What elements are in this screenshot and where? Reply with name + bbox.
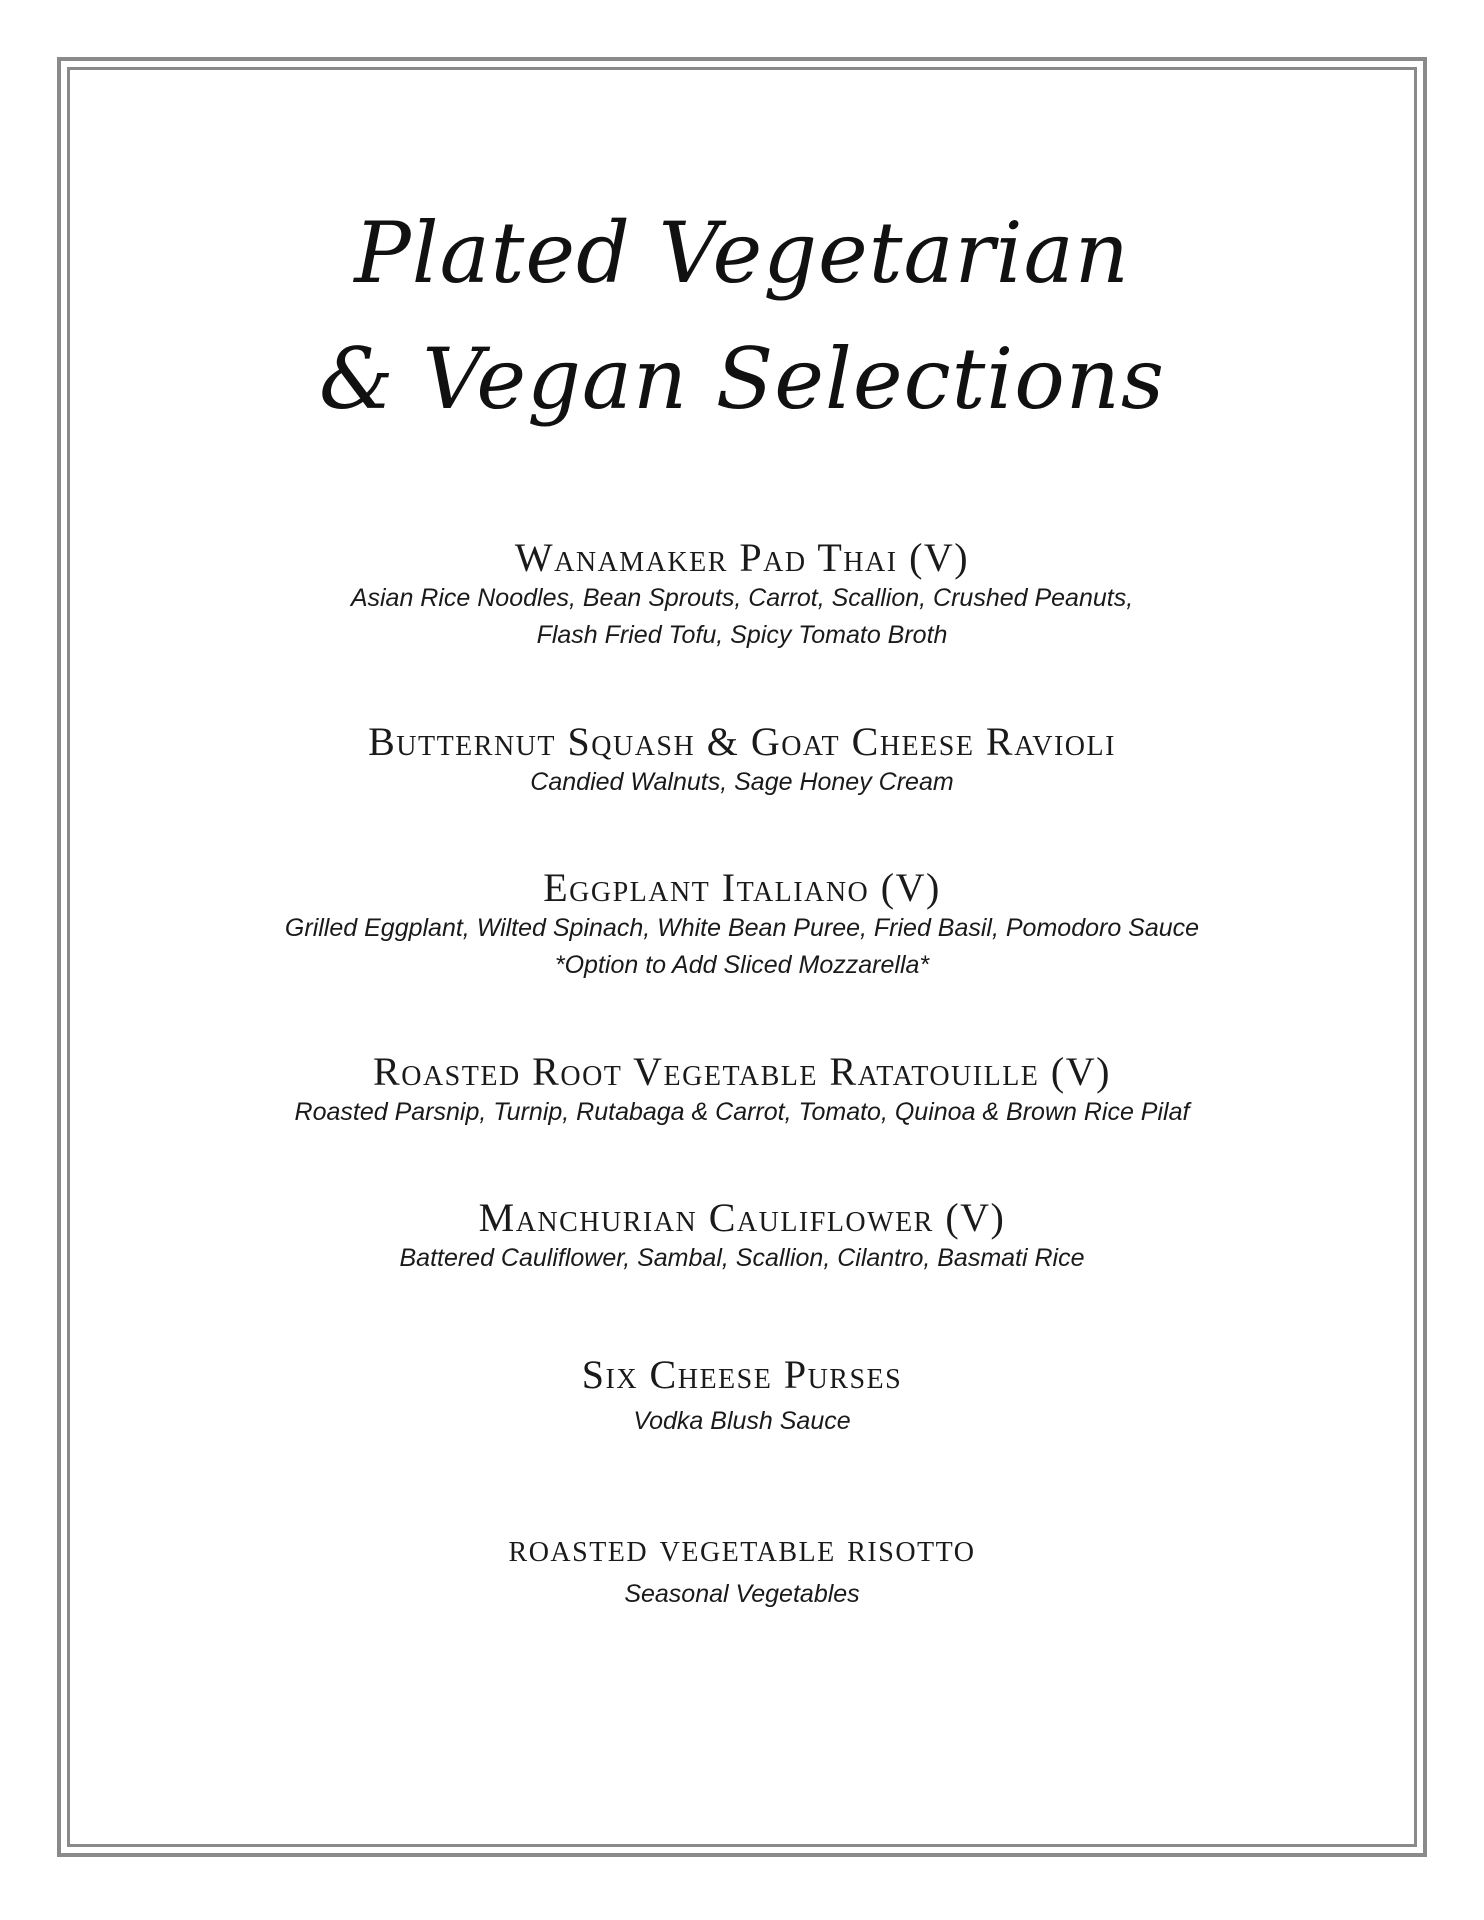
dish-description-line: Grilled Eggplant, Wilted Spinach, White Bean Puree, Fried Basil, Pomodoro Sauce xyxy=(284,914,1200,942)
menu-item xyxy=(0,1353,1484,1440)
menu-title-line-2: & Vegan Selections xyxy=(318,330,1166,428)
dish-description-line: Seasonal Vegetables xyxy=(624,1580,860,1608)
menu-item xyxy=(0,1050,1484,1131)
dish-description xyxy=(0,580,1484,654)
menu-title-line-1: Plated Vegetarian xyxy=(354,204,1130,302)
dish-description-line: Battered Cauliflower, Sambal, Scallion, Cilantro, Basmati Rice xyxy=(399,1244,1085,1272)
dish-name: roasted vegetable risotto xyxy=(508,1525,976,1570)
dish-description-line: *Option to Add Sliced Mozzarella* xyxy=(554,951,930,979)
menu-item xyxy=(0,1526,1484,1613)
dish-name: Six Cheese Purses xyxy=(581,1352,903,1397)
dish-description-line: Candied Walnuts, Sage Honey Cream xyxy=(530,768,954,796)
dish-description-line: Flash Fried Tofu, Spicy Tomato Broth xyxy=(536,621,948,649)
dish-description-line: Roasted Parsnip, Turnip, Rutabaga & Carrot, Tomato, Quinoa & Brown Rice Pilaf xyxy=(294,1098,1190,1126)
dish-description xyxy=(0,1576,1484,1613)
menu-item xyxy=(0,866,1484,984)
dish-description-line: Vodka Blush Sauce xyxy=(633,1407,851,1435)
menu-item xyxy=(0,536,1484,654)
dish-description xyxy=(0,764,1484,801)
dish-name: Butternut Squash & Goat Cheese Ravioli xyxy=(368,719,1116,764)
dish-name: Wanamaker Pad Thai (V) xyxy=(514,535,970,580)
menu-title xyxy=(0,190,1484,442)
dish-description xyxy=(0,1240,1484,1277)
menu-item xyxy=(0,720,1484,801)
dish-description xyxy=(0,1403,1484,1440)
dish-description-line: Asian Rice Noodles, Bean Sprouts, Carrot, Scallion, Crushed Peanuts, xyxy=(350,584,1134,612)
dish-description xyxy=(0,910,1484,984)
dish-name: Manchurian Cauliflower (V) xyxy=(478,1195,1006,1240)
dish-name: Eggplant Italiano (V) xyxy=(543,865,941,910)
menu-item xyxy=(0,1196,1484,1277)
dish-name: Roasted Root Vegetable Ratatouille (V) xyxy=(373,1049,1111,1094)
dish-description xyxy=(0,1094,1484,1131)
